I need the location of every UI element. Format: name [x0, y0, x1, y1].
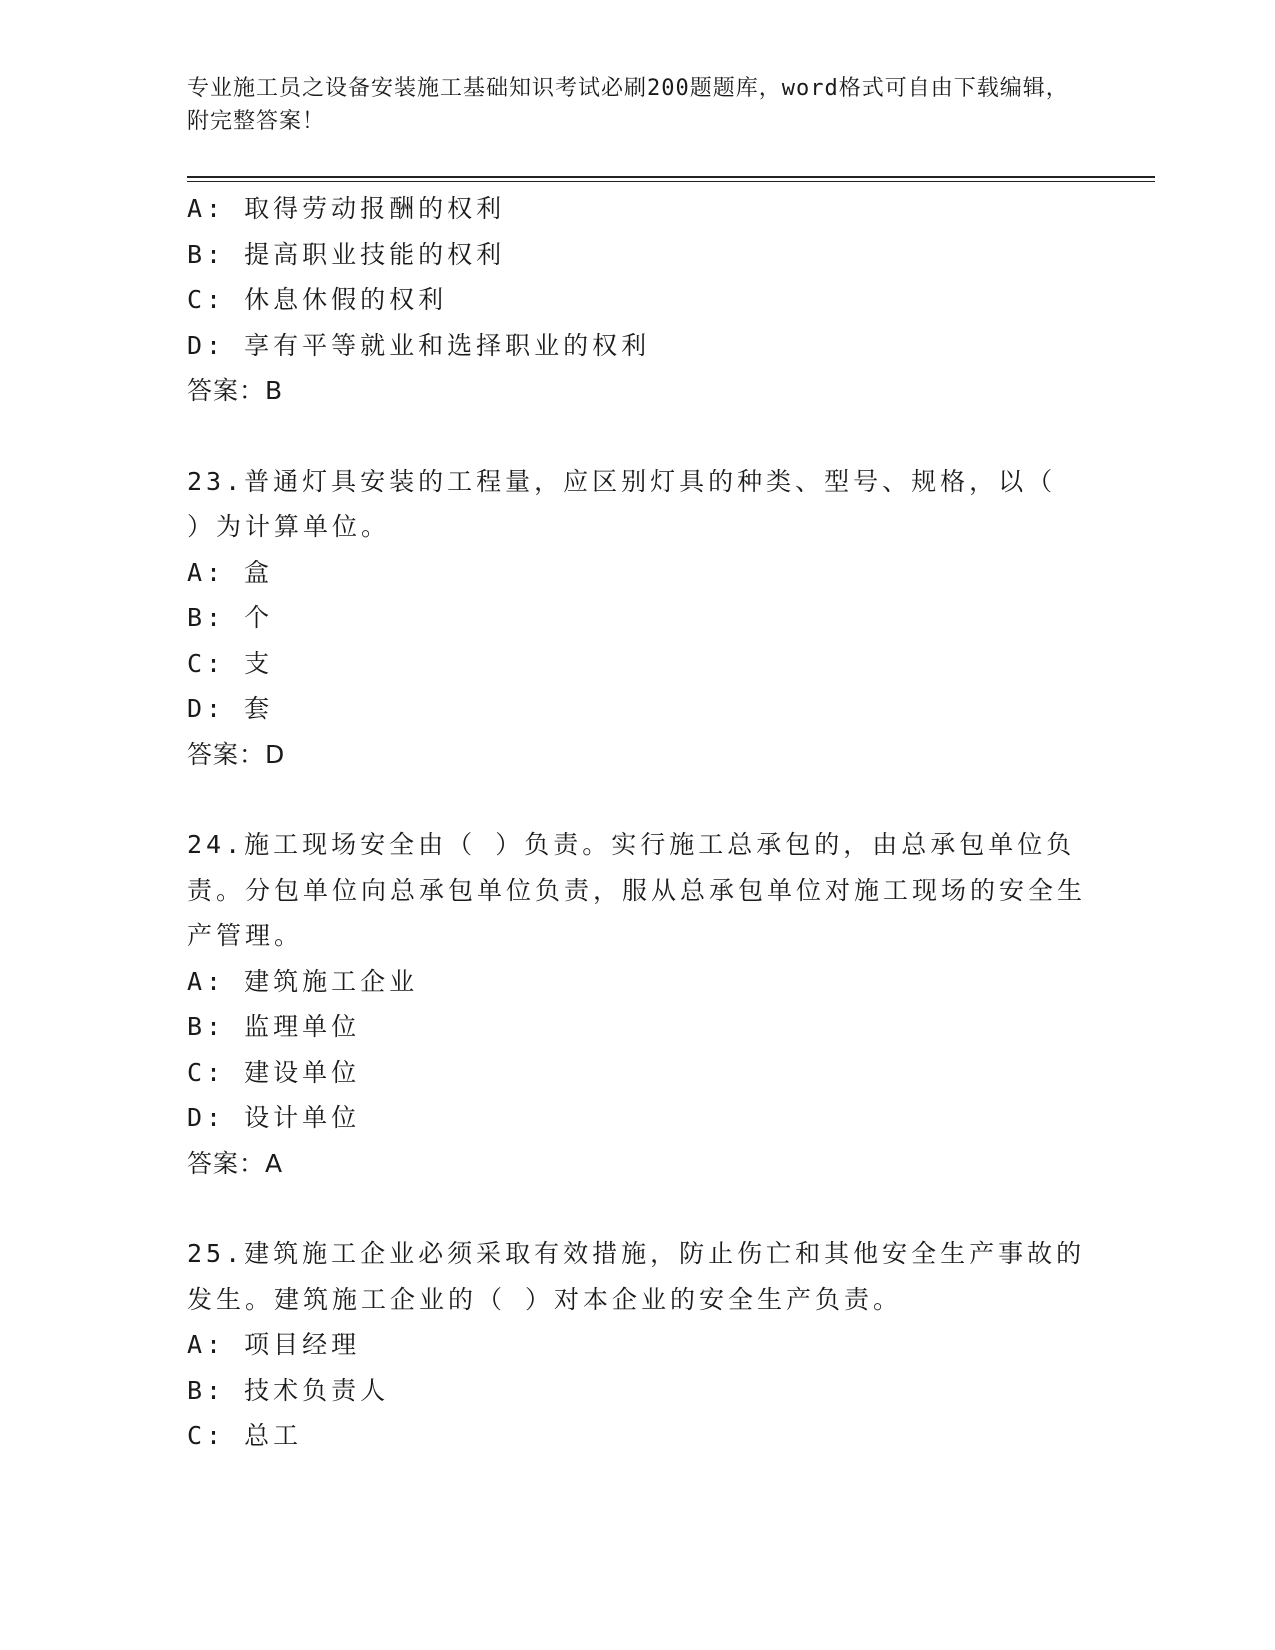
- answer-label: 答案：D: [187, 739, 286, 769]
- option-a: A: 盒: [187, 557, 274, 587]
- option-c: C: 休息休假的权利: [187, 285, 448, 314]
- document-header: 专业施工员之设备安装施工基础知识考试必刷200题题库，word格式可自由下载编辑，附完整答案！: [187, 76, 1069, 134]
- option-c: C: 建设单位: [187, 1057, 361, 1087]
- question-content: [187, 186, 1087, 1459]
- option-d: D: 设计单位: [187, 1103, 361, 1132]
- question-23: [187, 459, 1087, 778]
- option-d: D: 套: [187, 694, 274, 723]
- option-c: C: 支: [187, 648, 274, 678]
- question-stem: 23.普通灯具安装的工程量，应区别灯具的种类、型号、规格，以（ ）为计算单位。: [187, 466, 1076, 541]
- option-d: D: 享有平等就业和选择职业的权利: [187, 330, 651, 360]
- question-stem: 24.施工现场安全由（ ）负责。实行施工总承包的，由总承包单位负责。分包单位向总承包单位负责，服从总承包单位对施工现场的安全生产管理。: [187, 830, 1087, 950]
- question-24: [187, 822, 1087, 1186]
- question-25: [187, 1231, 1087, 1459]
- option-b: B: 提高职业技能的权利: [187, 239, 506, 269]
- option-c: C: 总工: [187, 1421, 303, 1450]
- option-a: A: 取得劳动报酬的权利: [187, 194, 506, 223]
- option-a: A: 建筑施工企业: [187, 966, 419, 996]
- question-stem: 25.建筑施工企业必须采取有效措施，防止伤亡和其他安全生产事故的发生。建筑施工企业的（ ）对本企业的安全生产负责。: [187, 1239, 1086, 1314]
- option-b: B: 技术负责人: [187, 1375, 390, 1405]
- option-a: A: 项目经理: [187, 1330, 361, 1359]
- answer-label: 答案：B: [187, 376, 284, 405]
- option-b: B: 个: [187, 603, 274, 632]
- header-divider: [187, 176, 1155, 182]
- question-22-tail: [187, 186, 1087, 414]
- answer-label: 答案：A: [187, 1148, 284, 1178]
- option-b: B: 监理单位: [187, 1012, 361, 1041]
